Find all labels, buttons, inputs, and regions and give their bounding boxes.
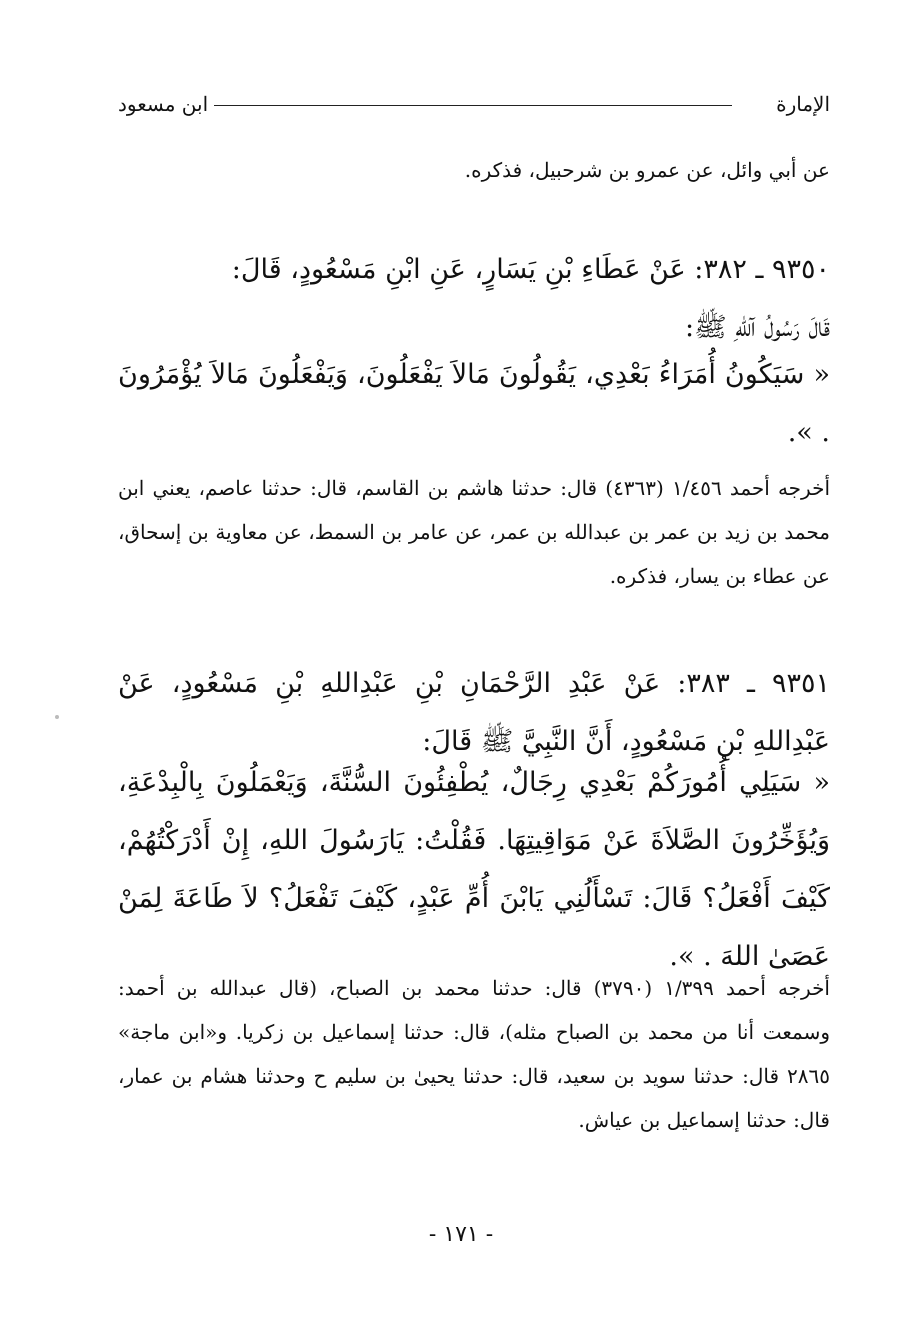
hadith-2-takhrij: أخرجه أحمد ١/٣٩٩ (٣٧٩٠) قال: حدثنا محمد بن الصباح، (قال عبدالله بن أحمد: وسمعت أنا من محمد بن الصباح مثله)، قال: حدثنا إسماعيل بن زكريا. و«ابن ماجة» ٢٨٦٥ قال: حدثنا سويد بن سعيد، قال: حدثنا يحيىٰ بن سليم ح وحدثنا هشام بن عمار، قال: حدثنا إسماعيل بن عياش. bbox=[118, 976, 830, 1132]
author-title: ابن مسعود bbox=[118, 92, 209, 116]
hadith-2-heading: ٩٣٥١ ـ ٣٨٣: عَنْ عَبْدِ الرَّحْمَانِ بْنِ عَبْدِاللهِ بْنِ مَسْعُودٍ، عَنْ عَبْدِاللهِ بْنِ مَسْعُودٍ، أَنَّ النَّبِيَّ ﷺ قَالَ: bbox=[118, 668, 830, 757]
hadith-1-takhrij: أخرجه أحمد ١/٤٥٦ (٤٣٦٣) قال: حدثنا هاشم بن القاسم، قال: حدثنا عاصم، يعني ابن محمد بن زيد بن عمر بن عبدالله بن عمر، عن عامر بن السمط، عن معاوية بن إسحاق، عن عطاء بن يسار، فذكره. bbox=[118, 476, 830, 588]
margin-mark bbox=[55, 715, 59, 719]
hadith-1-heading: ٩٣٥٠ ـ ٣٨٢: عَنْ عَطَاءِ بْنِ يَسَارٍ، عَنِ ابْنِ مَسْعُودٍ، قَالَ: bbox=[231, 254, 830, 285]
header-rule bbox=[214, 105, 732, 106]
continuation-line: عن أبي وائل، عن عمرو بن شرحبيل، فذكره. bbox=[464, 158, 830, 182]
page-number: - ١٧١ - bbox=[428, 1222, 494, 1247]
running-header bbox=[118, 92, 830, 126]
hadith-2-text: « سَيَلِي أُمُورَكُمْ بَعْدِي رِجَالٌ، يُطْفِئُونَ السُّنَّةَ، وَيَعْمَلُونَ بِالْبِدْعَةِ، وَيُؤَخِّرُونَ الصَّلاَةَ عَنْ مَوَاقِيتِهَا. فَقُلْتُ: يَارَسُولَ اللهِ، إِنْ أَدْرَكْتُهُمْ، كَيْفَ أَفْعَلُ؟ قَالَ: تَسْأَلُنِي يَابْنَ أُمِّ عَبْدٍ، كَيْفَ تَفْعَلُ؟ لاَ طَاعَةَ لِمَنْ عَصَىٰ اللهَ . ». bbox=[118, 767, 830, 972]
hadith-1-text: « سَيَكُونُ أُمَرَاءُ بَعْدِي، يَقُولُونَ مَالاَ يَفْعَلُونَ، وَيَفْعَلُونَ مَالاَ يُؤْمَرُونَ . ». bbox=[118, 359, 830, 448]
hadith-1-heading-2: قَالَ رَسُولُ آللهِ ﷺ: bbox=[684, 312, 830, 343]
chapter-title: الإمارة bbox=[776, 92, 830, 116]
